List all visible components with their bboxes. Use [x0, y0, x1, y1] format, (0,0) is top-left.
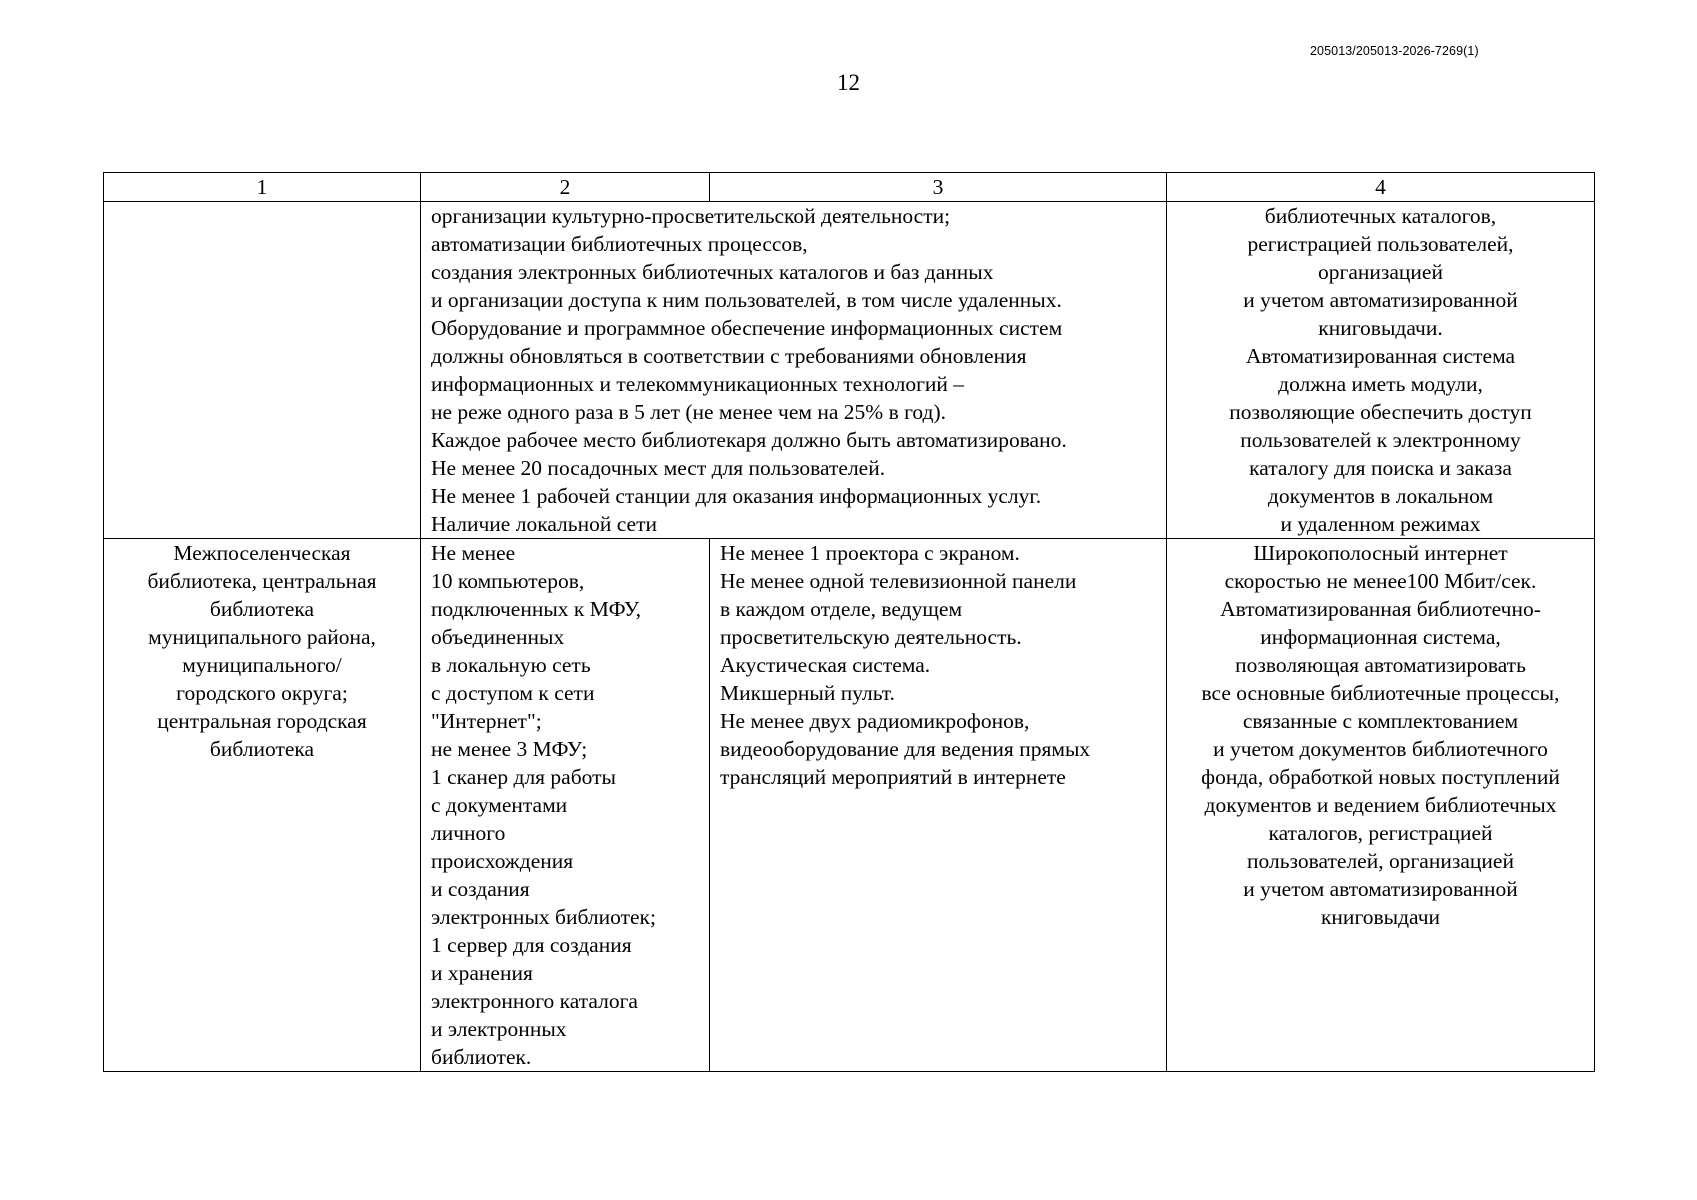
- cell-text-line: и хранения: [431, 961, 533, 985]
- cell-text-line: Не менее одной телевизионной панели: [720, 569, 1077, 593]
- row2-col2-cell: [421, 539, 710, 1072]
- cell-text-line: и учетом автоматизированной: [1243, 288, 1518, 312]
- cell-text-line: позволяющие обеспечить доступ: [1229, 400, 1532, 424]
- column-header-1: 1: [104, 173, 421, 202]
- cell-text-line: 1 сервер для создания: [431, 933, 632, 957]
- cell-text-line: скоростью не менее100 Мбит/сек.: [1224, 569, 1537, 593]
- cell-text-line: Автоматизированная система: [1245, 344, 1516, 368]
- cell-text-line: документов в локальном: [1267, 484, 1494, 508]
- row1-col1-cell: [104, 202, 421, 539]
- cell-text-line: не реже одного раза в 5 лет (не менее чем на 25% в год).: [431, 400, 946, 424]
- requirements-table: [103, 172, 1595, 1072]
- cell-text-line: библиотека: [209, 597, 315, 621]
- cell-text-line: регистрацией пользователей,: [1247, 232, 1514, 256]
- cell-text-line: Не менее 1 рабочей станции для оказания информационных услуг.: [431, 484, 1042, 508]
- cell-text-line: Не менее двух радиомикрофонов,: [720, 709, 1030, 733]
- table-row: [104, 539, 1595, 1072]
- page-number: 12: [837, 70, 860, 95]
- cell-text-line: Микшерный пульт.: [720, 681, 895, 705]
- cell-text-line: и учетом документов библиотечного: [1213, 737, 1548, 761]
- cell-text-line: "Интернет";: [431, 709, 542, 733]
- cell-text-line: в каждом отделе, ведущем: [720, 597, 963, 621]
- cell-text-line: должна иметь модули,: [1278, 372, 1483, 396]
- cell-text-line: объединенных: [431, 625, 565, 649]
- row2-col1-cell: [104, 539, 421, 1072]
- cell-text-line: муниципального/: [182, 653, 342, 677]
- cell-text-line: и удаленном режимах: [1280, 512, 1481, 536]
- cell-text-line: Оборудование и программное обеспечение информационных систем: [431, 316, 1063, 340]
- cell-text-line: Не менее 1 проектора с экраном.: [720, 541, 1020, 565]
- cell-text-line: библиотека, центральная: [147, 569, 377, 593]
- cell-text-line: пользователей, организацией: [1247, 849, 1514, 873]
- cell-text-line: должны обновляться в соответствии с требованиями обновления: [431, 344, 1027, 368]
- cell-text-line: информационная система,: [1260, 625, 1501, 649]
- row2-col3-cell: [710, 539, 1167, 1072]
- row1-col4-cell: [1167, 202, 1595, 539]
- cell-text-line: пользователей к электронному: [1240, 428, 1521, 452]
- cell-text-line: позволяющая автоматизировать: [1235, 653, 1526, 677]
- cell-text-line: Акустическая система.: [720, 653, 931, 677]
- cell-text-line: книговыдачи: [1320, 905, 1441, 929]
- cell-text-line: муниципального района,: [148, 625, 376, 649]
- cell-text-line: каталогу для поиска и заказа: [1249, 456, 1512, 480]
- cell-text-line: информационных и телекоммуникационных технологий –: [431, 372, 965, 396]
- document-id: 205013/205013-2026-7269(1): [1310, 44, 1479, 58]
- cell-text-line: Наличие локальной сети: [431, 512, 657, 536]
- cell-text-line: 1 сканер для работы: [431, 765, 616, 789]
- cell-text-line: создания электронных библиотечных каталогов и баз данных: [431, 260, 994, 284]
- cell-text-line: с доступом к сети: [431, 681, 595, 705]
- cell-text-line: просветительскую деятельность.: [720, 625, 1022, 649]
- cell-text-line: электронного каталога: [431, 989, 638, 1013]
- cell-text-line: Автоматизированная библиотечно-: [1220, 597, 1541, 621]
- cell-text-line: организации культурно-просветительской деятельности;: [431, 204, 951, 228]
- cell-text-line: видеооборудование для ведения прямых: [720, 737, 1091, 761]
- cell-text-line: Не менее: [431, 541, 516, 565]
- cell-text-line: документов и ведением библиотечных: [1204, 793, 1557, 817]
- column-header-4: 4: [1167, 173, 1595, 202]
- cell-text-line: и организации доступа к ним пользователей, в том числе удаленных.: [431, 288, 1062, 312]
- cell-text-line: не менее 3 МФУ;: [431, 737, 588, 761]
- cell-text-line: трансляций мероприятий в интернете: [720, 765, 1066, 789]
- cell-text-line: городского округа;: [176, 681, 348, 705]
- cell-text-line: центральная городская: [157, 709, 367, 733]
- cell-text-line: происхождения: [431, 849, 574, 873]
- cell-text-line: все основные библиотечные процессы,: [1201, 681, 1560, 705]
- cell-text-line: библиотек.: [431, 1045, 532, 1069]
- cell-text-line: каталогов, регистрацией: [1268, 821, 1493, 845]
- cell-text-line: в локальную сеть: [431, 653, 591, 677]
- cell-text-line: с документами: [431, 793, 568, 817]
- cell-text-line: и электронных: [431, 1017, 567, 1041]
- column-header-3: 3: [710, 173, 1167, 202]
- cell-text-line: Не менее 20 посадочных мест для пользователей.: [431, 456, 886, 480]
- cell-text-line: Широкополосный интернет: [1253, 541, 1508, 565]
- cell-text-line: связанные с комплектованием: [1242, 709, 1519, 733]
- cell-text-line: 10 компьютеров,: [431, 569, 585, 593]
- row2-col4-cell: [1167, 539, 1595, 1072]
- cell-text-line: автоматизации библиотечных процессов,: [431, 232, 808, 256]
- cell-text-line: и создания: [431, 877, 530, 901]
- column-header-2: 2: [421, 173, 710, 202]
- table-row: [104, 202, 1595, 539]
- row1-col23-cell: [421, 202, 1167, 539]
- cell-text-line: и учетом автоматизированной: [1243, 877, 1518, 901]
- cell-text-line: Каждое рабочее место библиотекаря должно быть автоматизировано.: [431, 428, 1067, 452]
- cell-text-line: личного: [431, 821, 506, 845]
- cell-text-line: подключенных к МФУ,: [431, 597, 642, 621]
- cell-text-line: фонда, обработкой новых поступлений: [1201, 765, 1560, 789]
- cell-text-line: библиотека: [209, 737, 315, 761]
- cell-text-line: библиотечных каталогов,: [1264, 204, 1497, 228]
- cell-text-line: организацией: [1318, 260, 1443, 284]
- table-header-row: [104, 173, 1595, 202]
- cell-text-line: электронных библиотек;: [431, 905, 656, 929]
- cell-text-line: книговыдачи.: [1318, 316, 1443, 340]
- cell-text-line: Межпоселенческая: [173, 541, 351, 565]
